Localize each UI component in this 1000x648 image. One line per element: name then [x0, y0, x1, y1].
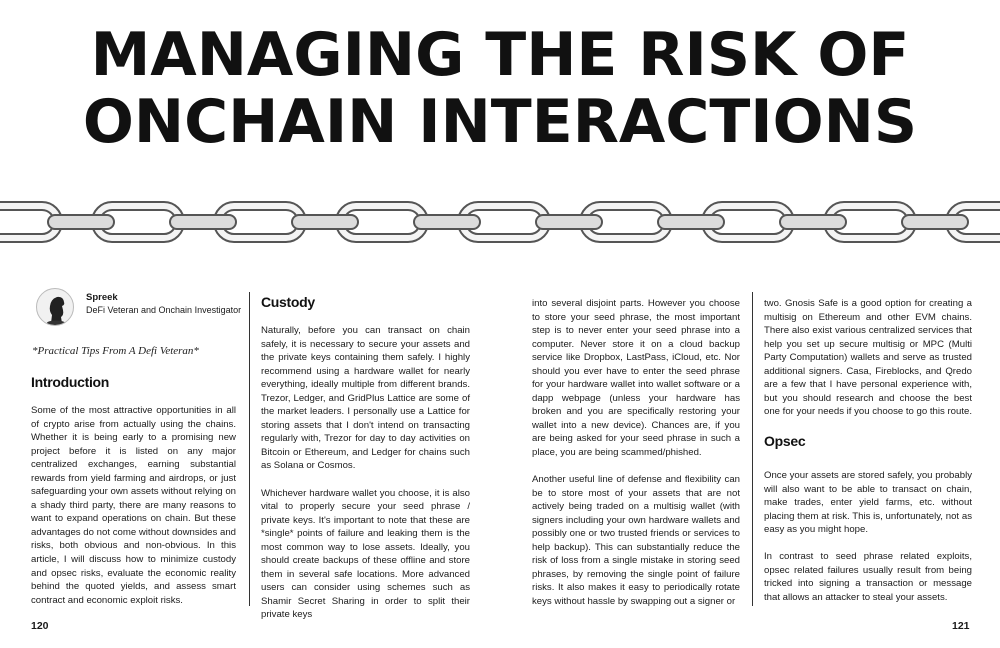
- column-divider: [752, 292, 753, 606]
- chain-link-side: [414, 215, 480, 229]
- column-4-text: [764, 297, 972, 432]
- column-divider: [249, 292, 250, 606]
- introduction-paragraph: Some of the most attractive opportunities in all of crypto arise from actually using the chains. Whether it is being early to a promising new project before it is listed on any major centralized exchanges, earning substantial rewards from yield farming and airdrops, or just safeguarding your own assets without relying on a shady third party, there are many reasons to want to expand operations on chain. But these advantages do not come without downsides and risks, both obvious and non-obvious. In this article, I will discuss how to minimize custody and opsec risks, evaluate the economic reality behind the quoted yields, and assess smart contract and economic exploit risks.: [31, 405, 236, 606]
- page-number-left: 120: [31, 620, 49, 632]
- article-tagline: *Practical Tips From A Defi Veteran*: [32, 345, 199, 357]
- chain-link-side: [48, 215, 114, 229]
- custody-text: [261, 324, 470, 635]
- chain-link-side: [902, 215, 968, 229]
- title-line-1: MANAGING THE RISK OF: [90, 20, 910, 90]
- heading-custody: Custody: [261, 294, 315, 310]
- custody-paragraph-2: Whichever hardware wallet you choose, it is also vital to properly secure your seed phrase / private keys. It's important to note that these are *single* points of failure and leaking them is the most common way to lose assets. Ideally, you should create backups of these offline and store them in several safe locations. More advanced users can consider using schemes such as Shamir Secret Sharing in order to split their private keys: [261, 487, 470, 621]
- opsec-paragraph-1: Once your assets are stored safely, you probably will also want to be able to transact on chain, make trades, enter yield farms, etc. without placing them at risk. This is, unfortunately, not as easy as you might hope.: [764, 470, 972, 536]
- chain-link-hole: [0, 210, 54, 234]
- author-avatar: [36, 288, 74, 326]
- opsec-paragraph-2: In contrast to seed phrase related exploits, opsec related failures usually result from being tricked into signing a transaction or message that allows an attacker to steal your assets.: [764, 551, 972, 603]
- column-4-paragraph-1: two. Gnosis Safe is a good option for creating a multisig on Ethereum and other EVM chains. There also exist various centralized services that help you set up secure multisig or MPC (Multi Party Computation) wallets and serve as trusted additional signers. Casa, Fireblocks, and Qredo are a few that I have personal experience with, but you should research and choose the best one for your needs if you choose to go this route.: [764, 298, 972, 418]
- heading-opsec: Opsec: [764, 433, 806, 449]
- custody-paragraph-1: Naturally, before you can transact on chain safely, it is necessary to secure your assets and the private keys containing them safely. I highly recommend using a hardware wallet for nearly everything, ideally multiple from different brands. Trezor, Ledger, and GridPlus Lattice are some of the market leaders. I personally use a Lattice for storing assets that I don't intend on transacting regularly with, Trezor for day to day activities on Bitcoin or Ethereum, and Ledger for chains such as Solana or Cosmos.: [261, 325, 470, 472]
- author-name: Spreek: [86, 292, 118, 303]
- author-role: DeFi Veteran and Onchain Investigator: [86, 305, 242, 315]
- chain-link-side: [536, 215, 602, 229]
- chain-link-side: [780, 215, 846, 229]
- author-byline: [36, 288, 246, 328]
- opsec-text: [764, 469, 972, 618]
- column-3-text: [532, 297, 740, 622]
- chain-link-side: [292, 215, 358, 229]
- article-title: [0, 22, 1000, 156]
- column-3-paragraph-2: Another useful line of defense and flexibility can be to store most of your assets that are not actively being traded on a multisig wallet (with signers including your own hardware wallets and possibly one or two trusted friends or services to help backup). This can substantially reduce the risk of loss from a single mistake in storing seed phrases, by removing the single point of failure risks. It also makes it easy to periodically rotate keys without hassle by swapping out a signer or: [532, 474, 740, 607]
- title-line-2: ONCHAIN INTERACTIONS: [82, 87, 918, 157]
- page-number-right: 121: [952, 620, 970, 632]
- chain-link-side: [170, 215, 236, 229]
- heading-introduction: Introduction: [31, 374, 110, 390]
- column-3-paragraph-1: into several disjoint parts. However you choose to store your seed phrase, the most important step is to never enter your seed phrase into a computer. Never store it on a cloud backup service like Dropbox, LastPass, iCloud, etc. Nor should you ever have to enter the seed phrase for your hardware wallet into wallet software or a dapp webpage (unless your hardware has broken and you are specifically restoring your wallet into a new device). Chances are, if you are being asked for your seed phrase in such a place, you are being scammed/phished.: [532, 298, 740, 459]
- chain-illustration: [0, 188, 1000, 258]
- chain-link-side: [658, 215, 724, 229]
- introduction-text: [31, 404, 236, 621]
